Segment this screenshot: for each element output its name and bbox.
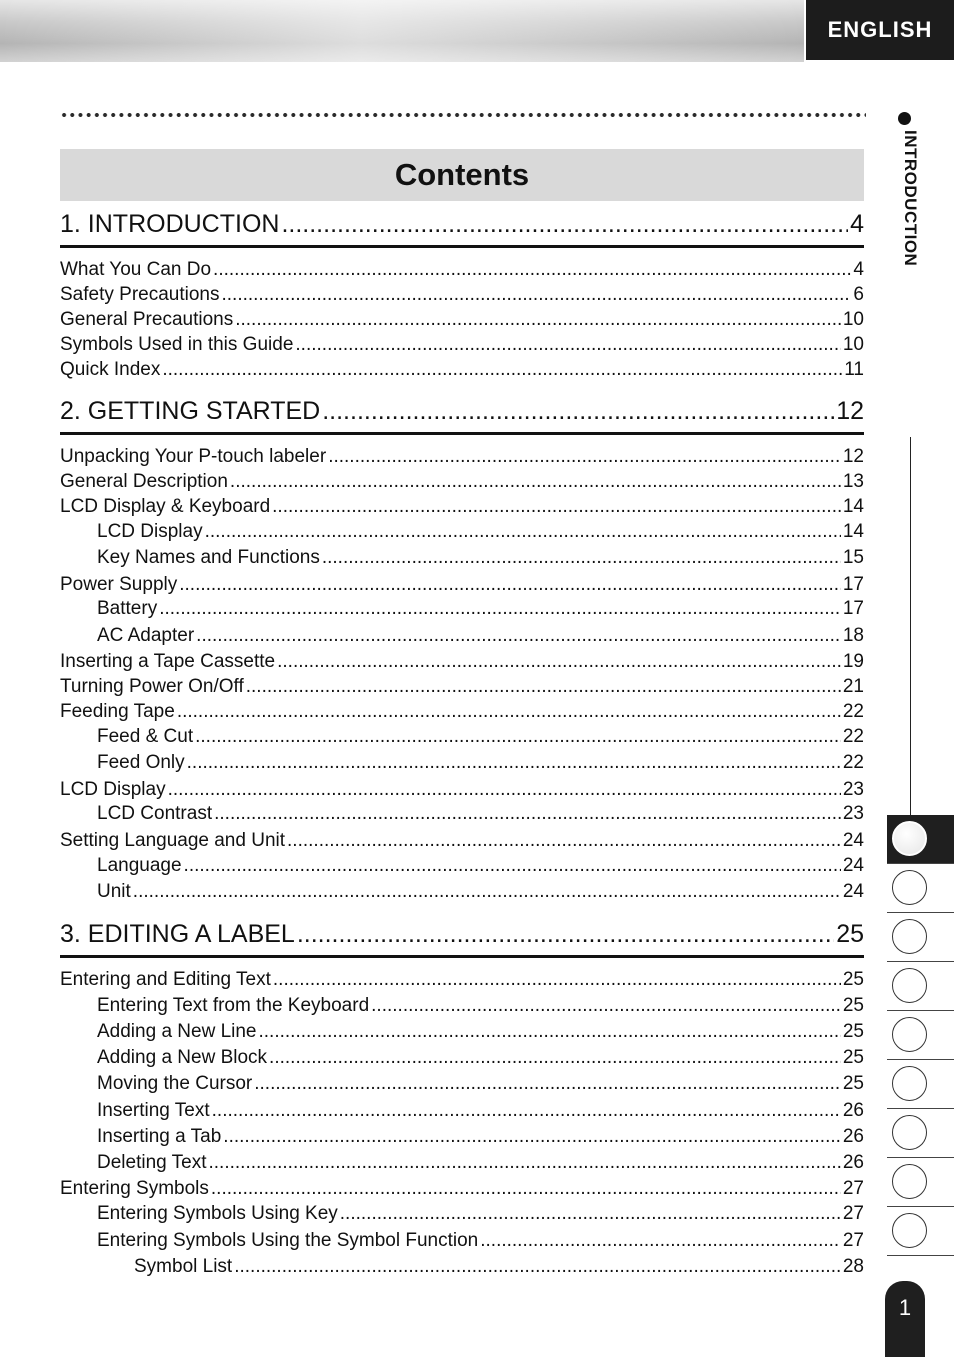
section-heading-title: 3. EDITING A LABEL <box>60 920 295 948</box>
dot-leader <box>246 676 841 698</box>
dot-leader <box>328 446 841 468</box>
circle-icon <box>892 821 927 856</box>
toc-entry[interactable] <box>97 803 864 827</box>
toc-entry-title: Inserting Text <box>97 1100 210 1121</box>
dot-leader <box>269 1047 841 1069</box>
toc-entry-title: Turning Power On/Off <box>60 676 244 697</box>
dot-leader <box>184 855 841 877</box>
dot-leader <box>179 574 841 596</box>
toc-entry-title: Deleting Text <box>97 1152 207 1173</box>
circle-icon <box>892 919 927 954</box>
language-tab: ENGLISH <box>806 0 954 60</box>
toc-entry-title: Inserting a Tape Cassette <box>60 651 276 672</box>
toc-entry-title: LCD Contrast <box>97 803 213 824</box>
toc-entry[interactable] <box>60 676 864 700</box>
toc-entry[interactable] <box>60 969 864 993</box>
dot-leader <box>273 969 841 991</box>
chapter-tab[interactable] <box>887 1060 954 1109</box>
toc-entry[interactable] <box>97 625 864 649</box>
toc-entry[interactable] <box>60 496 864 520</box>
dot-leader <box>371 995 841 1017</box>
toc-entry-page: 15 <box>842 547 864 568</box>
toc-entry-page: 17 <box>842 574 864 595</box>
chapter-tab[interactable] <box>887 962 954 1011</box>
dot-leader <box>214 803 841 825</box>
dot-leader <box>322 397 834 426</box>
dot-leader <box>211 1178 841 1200</box>
toc-entry[interactable] <box>97 726 864 750</box>
chapter-tab[interactable] <box>887 1207 954 1256</box>
toc-entry-title: Adding a New Line <box>97 1021 257 1042</box>
toc-entry-page: 6 <box>853 284 864 305</box>
dot-leader <box>209 1152 841 1174</box>
section-heading-title: 1. INTRODUCTION <box>60 210 280 238</box>
toc-entry-title: Entering Symbols <box>60 1178 209 1199</box>
toc-entry-title: LCD Display & Keyboard <box>60 496 271 517</box>
circle-icon <box>892 968 927 1003</box>
dot-leader <box>168 779 841 801</box>
toc-entry-title: What You Can Do <box>60 259 212 280</box>
dot-leader <box>322 547 841 569</box>
dotted-separator <box>60 112 866 118</box>
chapter-tabs <box>887 815 954 1256</box>
section-heading[interactable] <box>60 397 864 435</box>
toc-entry[interactable] <box>60 359 864 383</box>
toc-entry[interactable] <box>97 881 864 905</box>
toc-entry-page: 10 <box>842 309 864 330</box>
toc-entry-page: 23 <box>842 779 864 800</box>
toc-entry-title: Symbol List <box>134 1256 233 1277</box>
toc-entry[interactable] <box>60 701 864 725</box>
toc-entry-page: 25 <box>842 969 864 990</box>
dot-leader <box>480 1230 841 1252</box>
section-heading[interactable] <box>60 210 864 248</box>
toc-entry[interactable] <box>97 1126 864 1150</box>
dot-leader <box>235 309 841 331</box>
toc-entry[interactable] <box>134 1256 864 1280</box>
toc-entry-page: 18 <box>842 625 864 646</box>
toc-entry[interactable] <box>97 1152 864 1176</box>
toc-entry[interactable] <box>97 1047 864 1071</box>
dot-leader <box>205 521 841 543</box>
toc-entry-title: Entering Symbols Using the Symbol Function <box>97 1230 479 1251</box>
dot-leader <box>254 1073 841 1095</box>
toc-entry-title: Quick Index <box>60 359 161 380</box>
toc-entry-title: LCD Display <box>60 779 166 800</box>
toc-entry[interactable] <box>60 651 864 675</box>
dot-leader <box>287 830 841 852</box>
section-heading-page: 12 <box>836 397 864 425</box>
toc-entry-page: 22 <box>842 752 864 773</box>
chapter-tab[interactable] <box>887 1011 954 1060</box>
toc-entry[interactable] <box>60 334 864 358</box>
toc-entry-page: 27 <box>842 1230 864 1251</box>
toc-entry[interactable] <box>97 521 864 545</box>
circle-icon <box>892 1164 927 1199</box>
toc-entry-title: Adding a New Block <box>97 1047 268 1068</box>
dot-leader <box>195 726 841 748</box>
toc-entry-title: AC Adapter <box>97 625 195 646</box>
circle-icon <box>892 1213 927 1248</box>
dot-leader <box>272 496 841 518</box>
dot-leader <box>277 651 841 673</box>
toc-entry[interactable] <box>97 995 864 1019</box>
section-heading-page: 4 <box>850 210 864 238</box>
toc-entry-page: 22 <box>842 701 864 722</box>
page-number: 1 <box>885 1281 925 1357</box>
toc-entry[interactable] <box>97 1203 864 1227</box>
toc-entry-page: 17 <box>842 598 864 619</box>
toc-entry[interactable] <box>60 1178 864 1202</box>
toc-entry-title: Feeding Tape <box>60 701 175 722</box>
toc-entry[interactable] <box>60 309 864 333</box>
toc-entry-title: Feed Only <box>97 752 185 773</box>
toc-entry-page: 28 <box>842 1256 864 1277</box>
section-heading-title: 2. GETTING STARTED <box>60 397 321 425</box>
toc-entry-page: 25 <box>842 1073 864 1094</box>
toc-entry-title: Battery <box>97 598 158 619</box>
toc-entry-page: 12 <box>842 446 864 467</box>
toc-entry-title: Feed & Cut <box>97 726 194 747</box>
circle-icon <box>892 870 927 905</box>
toc-entry-page: 4 <box>853 259 864 280</box>
toc-entry-page: 24 <box>842 881 864 902</box>
toc-entry-page: 25 <box>842 995 864 1016</box>
circle-icon <box>892 1017 927 1052</box>
toc-entry-page: 21 <box>842 676 864 697</box>
dot-leader <box>187 752 841 774</box>
chapter-tab[interactable] <box>887 913 954 962</box>
toc-entry[interactable] <box>60 446 864 470</box>
toc-entry-page: 26 <box>842 1126 864 1147</box>
toc-entry-title: Safety Precautions <box>60 284 220 305</box>
toc-entry-page: 10 <box>842 334 864 355</box>
toc-entry-page: 26 <box>842 1152 864 1173</box>
toc-entry-page: 13 <box>842 471 864 492</box>
dot-leader <box>133 881 841 903</box>
bullet-icon <box>898 112 911 125</box>
dot-leader <box>223 1126 841 1148</box>
dot-leader <box>230 471 841 493</box>
toc-entry[interactable] <box>97 752 864 776</box>
toc-entry-page: 11 <box>844 359 864 380</box>
toc-entry-page: 23 <box>842 803 864 824</box>
toc-entry-title: Moving the Cursor <box>97 1073 253 1094</box>
chapter-tab[interactable] <box>887 815 954 864</box>
toc-entry-page: 27 <box>842 1178 864 1199</box>
dot-leader <box>297 920 834 949</box>
dot-leader <box>259 1021 841 1043</box>
toc-entry-title: Unpacking Your P-touch labeler <box>60 446 327 467</box>
toc-entry-page: 22 <box>842 726 864 747</box>
toc-entry-title: Symbols Used in this Guide <box>60 334 294 355</box>
toc-entry[interactable] <box>60 471 864 495</box>
toc-entry[interactable] <box>97 1100 864 1124</box>
dot-leader <box>340 1203 841 1225</box>
toc-entry[interactable] <box>97 598 864 622</box>
toc-entry-page: 26 <box>842 1100 864 1121</box>
toc-entry[interactable] <box>97 1073 864 1097</box>
dot-leader <box>234 1256 841 1278</box>
toc-entry-title: Inserting a Tab <box>97 1126 222 1147</box>
toc-entry[interactable] <box>60 574 864 598</box>
dot-leader <box>212 1100 841 1122</box>
chapter-tab[interactable] <box>887 864 954 913</box>
header-banner-highlight <box>0 0 804 62</box>
chapter-tab[interactable] <box>887 1109 954 1158</box>
toc-entry-title: Language <box>97 855 182 876</box>
toc-entry-page: 24 <box>842 855 864 876</box>
toc-entry-page: 19 <box>842 651 864 672</box>
side-divider <box>910 437 911 817</box>
chapter-label: INTRODUCTION <box>901 130 920 267</box>
dot-leader <box>196 625 841 647</box>
toc-entry-page: 24 <box>842 830 864 851</box>
dot-leader <box>213 259 851 281</box>
toc-entry-page: 14 <box>842 521 864 542</box>
toc-entry-title: Power Supply <box>60 574 178 595</box>
page-title: Contents <box>60 149 864 201</box>
toc-entry-title: Unit <box>97 881 131 902</box>
toc-entry[interactable] <box>60 284 864 308</box>
toc-entry-title: General Description <box>60 471 228 492</box>
toc-entry-page: 14 <box>842 496 864 517</box>
dot-leader <box>177 701 841 723</box>
toc-entry-title: LCD Display <box>97 521 203 542</box>
toc-entry-page: 25 <box>842 1047 864 1068</box>
dot-leader <box>159 598 841 620</box>
toc-entry-title: Entering Text from the Keyboard <box>97 995 370 1016</box>
circle-icon <box>892 1115 927 1150</box>
toc-entry-title: Key Names and Functions <box>97 547 320 568</box>
toc-entry[interactable] <box>60 259 864 283</box>
toc-entry[interactable] <box>60 779 864 803</box>
toc-entry-page: 25 <box>842 1021 864 1042</box>
toc-entry-page: 27 <box>842 1203 864 1224</box>
toc-entry-title: Entering Symbols Using Key <box>97 1203 338 1224</box>
toc-entry-title: General Precautions <box>60 309 234 330</box>
dot-leader <box>295 334 840 356</box>
dot-leader <box>221 284 851 306</box>
chapter-tab[interactable] <box>887 1158 954 1207</box>
toc-entry-title: Entering and Editing Text <box>60 969 271 990</box>
toc-entry[interactable] <box>60 830 864 854</box>
toc-entry[interactable] <box>97 1021 864 1045</box>
dot-leader <box>281 210 848 239</box>
section-heading-page: 25 <box>836 920 864 948</box>
section-heading[interactable] <box>60 920 864 958</box>
toc-entry[interactable] <box>97 855 864 879</box>
toc-entry-title: Setting Language and Unit <box>60 830 286 851</box>
toc-entry[interactable] <box>97 1230 864 1254</box>
circle-icon <box>892 1066 927 1101</box>
toc-entry[interactable] <box>97 547 864 571</box>
dot-leader <box>162 359 842 381</box>
